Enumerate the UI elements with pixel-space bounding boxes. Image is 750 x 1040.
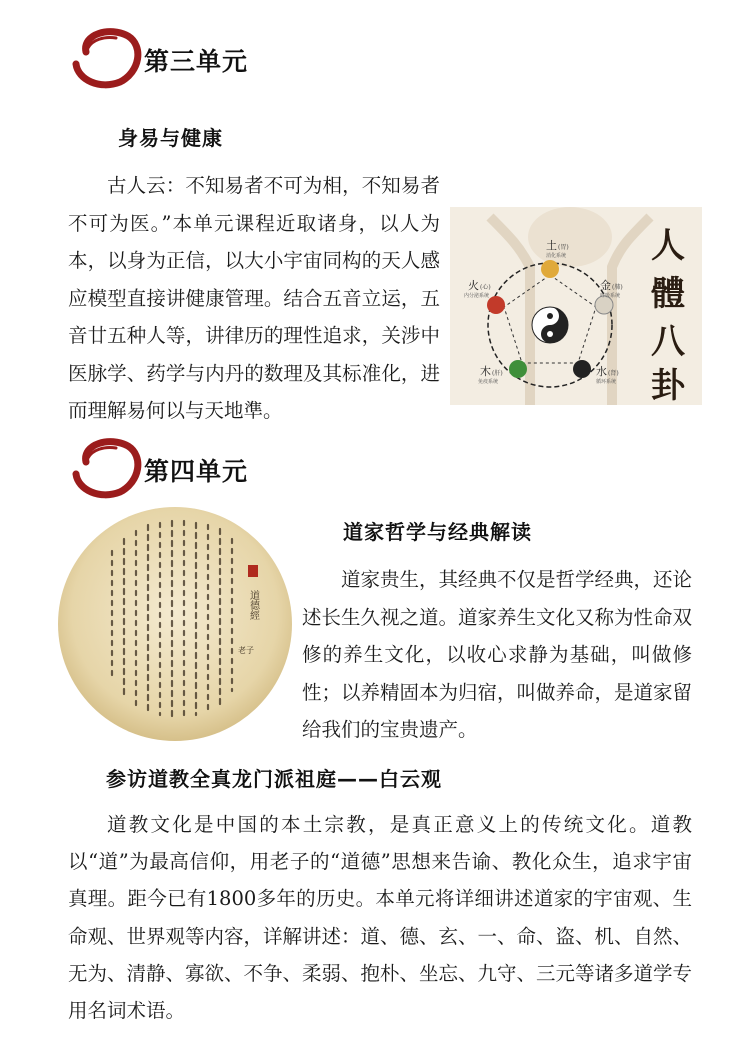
label-metal-organ: (肺) [612, 284, 623, 291]
calligraphy-char-4: 卦 [651, 366, 685, 405]
unit3-title: 第三单元 [144, 47, 249, 76]
calligraphy-char-1: 人 [651, 226, 685, 266]
unit3-paragraph: 古人云：不知易者不可为相，不知易者不可为医。”本单元课程近取诸身，以人为本，以身为正信，以大小宇宙同构的天人感应模型直接讲健康管理。结合五音立运，五音廿五种人等，讲律历的理性追求，关涉中医脉学、药学与内丹的数理及其标准化，进而理解易何以与天地準。 [68, 174, 440, 422]
label-metal-system: 呼吸系统 [600, 293, 621, 299]
label-earth: 土 [546, 239, 557, 252]
daodejing-scroll-image [56, 505, 294, 743]
unit3-header [60, 22, 360, 102]
body-bagua-diagram [450, 207, 702, 405]
scroll-title: 道德經 [247, 590, 259, 620]
unit4-header [60, 432, 360, 512]
label-fire: 火 [468, 279, 479, 292]
unit4-title: 第四单元 [144, 457, 249, 486]
label-fire-system: 内分泌系统 [464, 293, 490, 299]
brush-circle-icon [60, 22, 150, 97]
unit4-subtitle: 道家哲学与经典解读 [343, 520, 532, 544]
label-earth-system: 消化系统 [546, 253, 567, 259]
section3-paragraph: 道教文化是中国的本土宗教，是真正意义上的传统文化。道教以“道”为最高信仰，用老子的“道德”思想来告谕、教化众生，追求宇宙真理。距今已有1800多年的历史。本单元将详细讲述道家的宇宙观、生命观、世界观等内容，详解讲述：道、德、玄、一、命、盗、机、自然、无为、清静、寡欲、不争、柔弱、抱朴、坐忘、九守、三元等诸多道学专用名词术语。 [68, 813, 693, 1023]
calligraphy-char-2: 體 [651, 274, 685, 314]
label-water: 水 [596, 365, 607, 378]
scroll-circle-graphic [56, 505, 294, 743]
unit3-subtitle: 身易与健康 [118, 126, 223, 150]
brush-circle-icon [60, 432, 150, 507]
label-water-organ: (肾) [608, 370, 619, 377]
unit4-paragraph: 道家贵生，其经典不仅是哲学经典，还论述长生久视之道。道家养生文化又称为性命双修的养生文化，以收心求静为基础，叫做修性；以养精固本为归宿，叫做养命，是道家留给我们的宝贵遗产。 [302, 568, 693, 741]
label-wood-organ: (肝) [492, 370, 503, 377]
label-water-system: 循环系统 [596, 379, 617, 385]
label-metal: 金 [600, 279, 611, 292]
bagua-diagram-graphic [450, 207, 702, 405]
label-earth-organ: (胃) [558, 244, 569, 251]
section3-subtitle: 参访道教全真龙门派祖庭——白云观 [106, 767, 442, 791]
label-fire-organ: (心) [480, 284, 491, 291]
calligraphy-char-3: 八 [651, 322, 685, 362]
label-wood: 木 [480, 365, 491, 378]
scroll-author: 老子 [238, 646, 254, 655]
label-wood-system: 免疫系统 [478, 379, 499, 385]
